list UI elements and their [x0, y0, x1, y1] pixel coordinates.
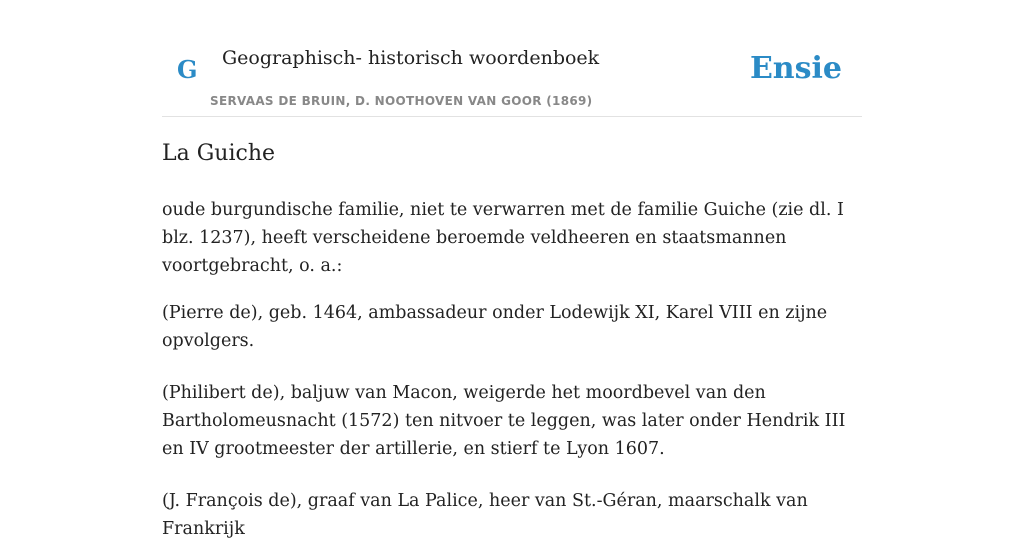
entry-title: La Guiche: [162, 141, 276, 166]
book-category-icon[interactable]: G: [177, 55, 198, 84]
ensie-logo-link[interactable]: Ensie: [749, 51, 842, 86]
entry-paragraph: oude burgundische familie, niet te verwarren met de familie Guiche (zie dl. I blz. 1237), heeft verscheidene beroemde veldheeren en staatsmannen voortgebracht, o. a.:: [162, 200, 844, 276]
book-author: SERVAAS DE BRUIN, D. NOOTHOVEN VAN GOOR (1869): [210, 94, 593, 108]
entry-paragraph: (Philibert de), baljuw van Macon, weigerde het moordbevel van den Bartholomeusnacht (1572) ten nitvoer te leggen, was later onder Hendrik III en IV grootmeester der artillerie, en stierf te Lyon 1607.: [162, 383, 846, 459]
entry-paragraph: (J. François de), graaf van La Palice, heer van St.-Géran, maarschalk van Frankrijk: [162, 491, 808, 539]
page-header: [162, 0, 862, 117]
entry-content: [162, 138, 862, 543]
entry-paragraph: (Pierre de), geb. 1464, ambassadeur onder Lodewijk XI, Karel VIII en zijne opvolgers.: [162, 303, 828, 351]
book-title-link[interactable]: Geographisch- historisch woordenboek: [222, 47, 600, 69]
